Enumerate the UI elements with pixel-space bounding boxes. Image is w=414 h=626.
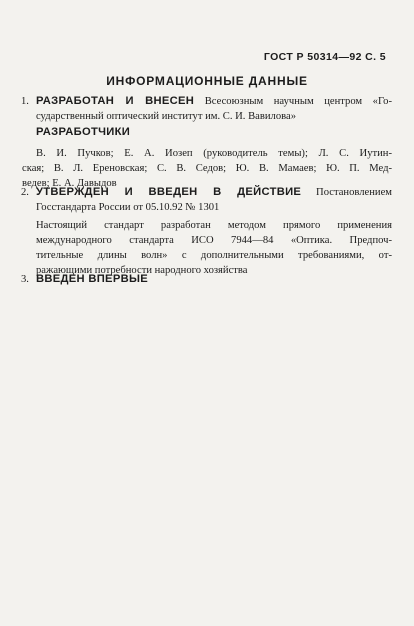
developers-heading: РАЗРАБОТЧИКИ xyxy=(36,126,131,138)
note-line-2: международного стандарта ИСО 7944—84 «Оптика. Предпоч- xyxy=(36,235,392,246)
note-paragraph xyxy=(22,218,392,278)
item-1-line-1 xyxy=(22,94,392,109)
item-3 xyxy=(22,272,392,287)
item-1-number: 1. xyxy=(21,96,29,107)
item-2-text-2: Госстандарта России от 05.10.92 № 1301 xyxy=(36,202,220,213)
developers-line-3: ведев; Е. А. Давыдов xyxy=(22,178,117,189)
note-line-3: тительные длины волн» с дополнительными требованиями, от- xyxy=(36,250,392,261)
item-2-heading: УТВЕРЖДЕН И ВВЕДЕН В ДЕЙСТВИЕ xyxy=(36,186,302,198)
developers-line-2: ская; В. Л. Ереновская; С. В. Седов; Ю. В. Мамаев; Ю. П. Мед- xyxy=(22,163,392,174)
item-1-text-2: сударственный оптический институт им. С. И. Вавилова» xyxy=(36,111,296,122)
developers-line-1: В. И. Пучков; Е. А. Иозеп (руководитель темы); Л. С. Иутин- xyxy=(36,148,392,159)
item-1-text-1: Всесоюзным научным центром «Го- xyxy=(204,96,393,107)
item-2-line-1 xyxy=(22,185,392,200)
item-3-heading: ВВЕДЕН ВПЕРВЫЕ xyxy=(36,273,148,285)
page-header-code: ГОСТ Р 50314—92 С. 5 xyxy=(263,51,386,63)
item-1 xyxy=(22,94,392,124)
item-2-text-1: Постановлением xyxy=(316,187,392,198)
note-line-1: Настоящий стандарт разработан методом прямого применения xyxy=(36,220,392,231)
section-title: ИНФОРМАЦИОННЫЕ ДАННЫЕ xyxy=(106,74,308,88)
note-line-4: ражающими потребности народного хозяйства xyxy=(36,265,248,276)
item-1-heading: РАЗРАБОТАН И ВНЕСЕН xyxy=(36,95,195,107)
item-2-number: 2. xyxy=(21,187,29,198)
developers-section xyxy=(22,125,392,140)
item-2 xyxy=(22,185,392,215)
item-3-number: 3. xyxy=(21,274,29,285)
